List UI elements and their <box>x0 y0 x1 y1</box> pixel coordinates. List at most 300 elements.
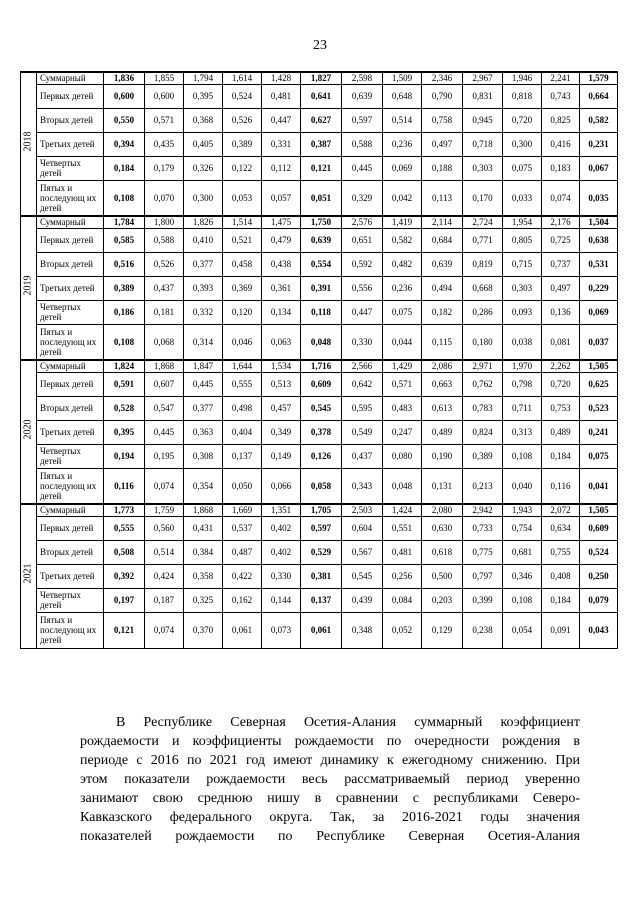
value-cell: 0,250 <box>580 564 618 588</box>
value-cell: 0,487 <box>223 540 262 564</box>
value-cell: 0,395 <box>184 84 223 108</box>
value-cell: 0,648 <box>383 84 422 108</box>
value-cell: 0,179 <box>145 156 184 180</box>
value-cell: 0,369 <box>223 276 262 300</box>
value-cell: 0,329 <box>342 180 383 216</box>
value-cell: 0,121 <box>301 156 342 180</box>
value-cell: 0,129 <box>422 612 463 648</box>
value-cell: 0,588 <box>342 132 383 156</box>
value-cell: 0,526 <box>223 108 262 132</box>
row-label: Первых детей <box>37 84 104 108</box>
value-cell: 0,108 <box>503 444 542 468</box>
value-cell: 0,314 <box>184 324 223 360</box>
value-cell: 0,395 <box>104 420 145 444</box>
value-cell: 0,122 <box>223 156 262 180</box>
value-cell: 0,481 <box>262 84 301 108</box>
value-cell: 0,609 <box>301 372 342 396</box>
value-cell: 0,818 <box>503 84 542 108</box>
value-cell: 0,184 <box>542 588 580 612</box>
value-cell: 0,684 <box>422 228 463 252</box>
value-cell: 0,604 <box>342 516 383 540</box>
value-cell: 0,549 <box>342 420 383 444</box>
value-cell: 0,052 <box>383 612 422 648</box>
value-cell: 0,497 <box>422 132 463 156</box>
value-cell: 0,392 <box>104 564 145 588</box>
value-cell: 0,118 <box>301 300 342 324</box>
value-cell: 2,566 <box>342 360 383 372</box>
value-cell: 0,393 <box>184 276 223 300</box>
value-cell: 0,241 <box>580 420 618 444</box>
value-cell: 0,051 <box>301 180 342 216</box>
paragraph-line: Кавказского федерального округа. Так, за 2016-2021 годы значения <box>80 810 580 825</box>
value-cell: 0,069 <box>383 156 422 180</box>
value-cell: 0,079 <box>580 588 618 612</box>
value-cell: 0,184 <box>104 156 145 180</box>
value-cell: 0,725 <box>542 228 580 252</box>
value-cell: 0,391 <box>301 276 342 300</box>
value-cell: 0,554 <box>301 252 342 276</box>
value-cell: 0,945 <box>463 108 503 132</box>
value-cell: 0,313 <box>503 420 542 444</box>
value-cell: 0,516 <box>104 252 145 276</box>
value-cell: 2,072 <box>542 504 580 516</box>
table-row <box>21 612 618 648</box>
value-cell: 0,498 <box>223 396 262 420</box>
value-cell: 0,203 <box>422 588 463 612</box>
value-cell: 0,349 <box>262 420 301 444</box>
value-cell: 0,825 <box>542 108 580 132</box>
value-cell: 0,378 <box>301 420 342 444</box>
value-cell: 0,044 <box>383 324 422 360</box>
value-cell: 0,445 <box>145 420 184 444</box>
value-cell: 0,361 <box>262 276 301 300</box>
value-cell: 1,970 <box>503 360 542 372</box>
table-row <box>21 300 618 324</box>
value-cell: 0,479 <box>262 228 301 252</box>
value-cell: 1,826 <box>184 216 223 228</box>
value-cell: 0,481 <box>383 540 422 564</box>
value-cell: 0,074 <box>145 612 184 648</box>
value-cell: 0,438 <box>262 252 301 276</box>
table-row <box>21 228 618 252</box>
value-cell: 0,555 <box>104 516 145 540</box>
value-cell: 0,325 <box>184 588 223 612</box>
value-cell: 0,681 <box>503 540 542 564</box>
value-cell: 1,428 <box>262 72 301 84</box>
value-cell: 0,389 <box>463 444 503 468</box>
value-cell: 0,588 <box>145 228 184 252</box>
value-cell: 1,579 <box>580 72 618 84</box>
value-cell: 1,824 <box>104 360 145 372</box>
value-cell: 0,514 <box>145 540 184 564</box>
value-cell: 1,429 <box>383 360 422 372</box>
value-cell: 0,497 <box>542 276 580 300</box>
value-cell: 0,061 <box>301 612 342 648</box>
value-cell: 0,630 <box>422 516 463 540</box>
value-cell: 2,241 <box>542 72 580 84</box>
row-label: Первых детей <box>37 228 104 252</box>
value-cell: 1,836 <box>104 72 145 84</box>
year-label: 2021 <box>22 563 34 584</box>
table-row <box>21 84 618 108</box>
value-cell: 0,618 <box>422 540 463 564</box>
value-cell: 0,070 <box>145 180 184 216</box>
value-cell: 1,351 <box>262 504 301 516</box>
value-cell: 0,445 <box>342 156 383 180</box>
value-cell: 1,669 <box>223 504 262 516</box>
value-cell: 0,482 <box>383 252 422 276</box>
value-cell: 0,061 <box>223 612 262 648</box>
value-cell: 1,954 <box>503 216 542 228</box>
value-cell: 0,762 <box>463 372 503 396</box>
value-cell: 0,567 <box>342 540 383 564</box>
value-cell: 0,330 <box>262 564 301 588</box>
value-cell: 0,494 <box>422 276 463 300</box>
value-cell: 0,483 <box>383 396 422 420</box>
value-cell: 0,399 <box>463 588 503 612</box>
value-cell: 1,759 <box>145 504 184 516</box>
value-cell: 2,503 <box>342 504 383 516</box>
table-row <box>21 156 618 180</box>
value-cell: 0,625 <box>580 372 618 396</box>
value-cell: 0,585 <box>104 228 145 252</box>
value-cell: 0,758 <box>422 108 463 132</box>
value-cell: 0,607 <box>145 372 184 396</box>
value-cell: 0,639 <box>301 228 342 252</box>
value-cell: 0,182 <box>422 300 463 324</box>
value-cell: 1,943 <box>503 504 542 516</box>
value-cell: 0,121 <box>104 612 145 648</box>
value-cell: 1,946 <box>503 72 542 84</box>
value-cell: 0,508 <box>104 540 145 564</box>
value-cell: 0,075 <box>503 156 542 180</box>
value-cell: 2,576 <box>342 216 383 228</box>
value-cell: 0,331 <box>262 132 301 156</box>
value-cell: 0,422 <box>223 564 262 588</box>
value-cell: 0,404 <box>223 420 262 444</box>
value-cell: 0,743 <box>542 84 580 108</box>
value-cell: 0,571 <box>145 108 184 132</box>
value-cell: 0,551 <box>383 516 422 540</box>
value-cell: 0,042 <box>383 180 422 216</box>
value-cell: 0,137 <box>301 588 342 612</box>
value-cell: 1,868 <box>184 504 223 516</box>
table-row <box>21 516 618 540</box>
row-label: Суммарный <box>37 360 104 372</box>
value-cell: 0,041 <box>580 468 618 504</box>
value-cell: 0,664 <box>580 84 618 108</box>
paragraph-line: показателей рождаемости по Республике Северная Осетия-Алания <box>80 829 580 844</box>
value-cell: 0,389 <box>223 132 262 156</box>
value-cell: 0,035 <box>580 180 618 216</box>
value-cell: 0,531 <box>580 252 618 276</box>
value-cell: 1,784 <box>104 216 145 228</box>
row-label: Пятых и последующ их детей <box>37 324 104 360</box>
value-cell: 1,614 <box>223 72 262 84</box>
value-cell: 0,057 <box>262 180 301 216</box>
value-cell: 0,783 <box>463 396 503 420</box>
paragraph-line: рождаемости и коэффициенты рождаемости по очередности рождения в <box>80 734 580 749</box>
value-cell: 0,050 <box>223 468 262 504</box>
row-label: Четвертых детей <box>37 588 104 612</box>
value-cell: 0,819 <box>463 252 503 276</box>
value-cell: 0,595 <box>342 396 383 420</box>
table-row <box>21 132 618 156</box>
value-cell: 0,074 <box>145 468 184 504</box>
value-cell: 1,505 <box>580 504 618 516</box>
value-cell: 0,180 <box>463 324 503 360</box>
page-number: 23 <box>313 38 327 53</box>
value-cell: 0,136 <box>542 300 580 324</box>
value-cell: 1,716 <box>301 360 342 372</box>
value-cell: 0,137 <box>223 444 262 468</box>
value-cell: 0,116 <box>542 468 580 504</box>
value-cell: 1,424 <box>383 504 422 516</box>
year-cell <box>21 216 37 360</box>
value-cell: 0,524 <box>580 540 618 564</box>
value-cell: 0,067 <box>580 156 618 180</box>
value-cell: 0,600 <box>145 84 184 108</box>
year-cell <box>21 360 37 504</box>
value-cell: 0,053 <box>223 180 262 216</box>
row-label: Вторых детей <box>37 396 104 420</box>
value-cell: 1,750 <box>301 216 342 228</box>
value-cell: 1,800 <box>145 216 184 228</box>
table-row <box>21 468 618 504</box>
value-cell: 0,775 <box>463 540 503 564</box>
value-cell: 0,831 <box>463 84 503 108</box>
value-cell: 0,144 <box>262 588 301 612</box>
value-cell: 0,613 <box>422 396 463 420</box>
value-cell: 0,080 <box>383 444 422 468</box>
value-cell: 0,555 <box>223 372 262 396</box>
value-cell: 0,547 <box>145 396 184 420</box>
value-cell: 0,737 <box>542 252 580 276</box>
value-cell: 0,715 <box>503 252 542 276</box>
value-cell: 0,348 <box>342 612 383 648</box>
value-cell: 2,967 <box>463 72 503 84</box>
value-cell: 0,231 <box>580 132 618 156</box>
value-cell: 0,213 <box>463 468 503 504</box>
value-cell: 0,424 <box>145 564 184 588</box>
value-cell: 0,183 <box>542 156 580 180</box>
value-cell: 0,043 <box>580 612 618 648</box>
paragraph-line: занимают свою среднюю нишу в сравнении с республиками Северо- <box>80 791 580 806</box>
value-cell: 0,108 <box>104 324 145 360</box>
value-cell: 0,326 <box>184 156 223 180</box>
value-cell: 0,437 <box>145 276 184 300</box>
year-label: 2018 <box>22 131 34 152</box>
value-cell: 0,639 <box>342 84 383 108</box>
value-cell: 0,300 <box>503 132 542 156</box>
value-cell: 0,033 <box>503 180 542 216</box>
value-cell: 0,134 <box>262 300 301 324</box>
year-label: 2019 <box>22 275 34 296</box>
value-cell: 0,797 <box>463 564 503 588</box>
value-cell: 0,582 <box>580 108 618 132</box>
value-cell: 0,195 <box>145 444 184 468</box>
value-cell: 2,086 <box>422 360 463 372</box>
value-cell: 0,184 <box>542 444 580 468</box>
value-cell: 0,037 <box>580 324 618 360</box>
value-cell: 2,080 <box>422 504 463 516</box>
value-cell: 0,720 <box>542 372 580 396</box>
value-cell: 1,868 <box>145 360 184 372</box>
value-cell: 2,724 <box>463 216 503 228</box>
row-label: Первых детей <box>37 372 104 396</box>
value-cell: 0,445 <box>184 372 223 396</box>
value-cell: 0,075 <box>580 444 618 468</box>
value-cell: 0,641 <box>301 84 342 108</box>
value-cell: 0,120 <box>223 300 262 324</box>
table-row <box>21 396 618 420</box>
value-cell: 0,416 <box>542 132 580 156</box>
value-cell: 0,394 <box>104 132 145 156</box>
year-cell <box>21 72 37 216</box>
value-cell: 0,343 <box>342 468 383 504</box>
value-cell: 1,534 <box>262 360 301 372</box>
value-cell: 0,634 <box>542 516 580 540</box>
value-cell: 0,308 <box>184 444 223 468</box>
table-row <box>21 540 618 564</box>
value-cell: 0,303 <box>503 276 542 300</box>
value-cell: 0,131 <box>422 468 463 504</box>
value-cell: 0,188 <box>422 156 463 180</box>
value-cell: 0,073 <box>262 612 301 648</box>
value-cell: 0,597 <box>342 108 383 132</box>
table-row <box>21 444 618 468</box>
value-cell: 0,256 <box>383 564 422 588</box>
value-cell: 0,389 <box>104 276 145 300</box>
value-cell: 0,377 <box>184 252 223 276</box>
value-cell: 0,381 <box>301 564 342 588</box>
value-cell: 0,489 <box>422 420 463 444</box>
value-cell: 1,827 <box>301 72 342 84</box>
value-cell: 0,720 <box>503 108 542 132</box>
table-row <box>21 108 618 132</box>
value-cell: 0,537 <box>223 516 262 540</box>
value-cell: 0,528 <box>104 396 145 420</box>
value-cell: 1,847 <box>184 360 223 372</box>
value-cell: 0,457 <box>262 396 301 420</box>
value-cell: 0,435 <box>145 132 184 156</box>
table-row <box>21 360 618 372</box>
table-row <box>21 72 618 84</box>
value-cell: 1,644 <box>223 360 262 372</box>
value-cell: 0,113 <box>422 180 463 216</box>
value-cell: 0,332 <box>184 300 223 324</box>
table-row <box>21 564 618 588</box>
paragraph-line: этом показатели рождаемости весь рассматриваемый период уверенно <box>80 772 580 787</box>
value-cell: 0,597 <box>301 516 342 540</box>
year-cell <box>21 504 37 648</box>
value-cell: 0,805 <box>503 228 542 252</box>
year-label: 2020 <box>22 419 34 440</box>
value-cell: 0,187 <box>145 588 184 612</box>
value-cell: 2,114 <box>422 216 463 228</box>
value-cell: 0,048 <box>301 324 342 360</box>
value-cell: 0,550 <box>104 108 145 132</box>
value-cell: 0,075 <box>383 300 422 324</box>
value-cell: 0,592 <box>342 252 383 276</box>
value-cell: 0,824 <box>463 420 503 444</box>
table-row <box>21 588 618 612</box>
value-cell: 2,971 <box>463 360 503 372</box>
value-cell: 0,545 <box>301 396 342 420</box>
value-cell: 0,197 <box>104 588 145 612</box>
value-cell: 0,066 <box>262 468 301 504</box>
value-cell: 0,402 <box>262 540 301 564</box>
value-cell: 0,112 <box>262 156 301 180</box>
value-cell: 0,387 <box>301 132 342 156</box>
row-label: Суммарный <box>37 504 104 516</box>
table-row <box>21 504 618 516</box>
table-row <box>21 372 618 396</box>
row-label: Третьих детей <box>37 132 104 156</box>
value-cell: 0,638 <box>580 228 618 252</box>
table-row <box>21 276 618 300</box>
value-cell: 0,500 <box>422 564 463 588</box>
value-cell: 0,074 <box>542 180 580 216</box>
value-cell: 1,794 <box>184 72 223 84</box>
row-label: Пятых и последующ их детей <box>37 612 104 648</box>
value-cell: 0,571 <box>383 372 422 396</box>
value-cell: 1,475 <box>262 216 301 228</box>
row-label: Пятых и последующ их детей <box>37 468 104 504</box>
value-cell: 0,186 <box>104 300 145 324</box>
value-cell: 1,855 <box>145 72 184 84</box>
table-row <box>21 324 618 360</box>
value-cell: 0,627 <box>301 108 342 132</box>
value-cell: 0,126 <box>301 444 342 468</box>
value-cell: 0,048 <box>383 468 422 504</box>
value-cell: 0,609 <box>580 516 618 540</box>
value-cell: 0,190 <box>422 444 463 468</box>
value-cell: 0,489 <box>542 420 580 444</box>
value-cell: 0,526 <box>145 252 184 276</box>
value-cell: 0,642 <box>342 372 383 396</box>
value-cell: 0,303 <box>463 156 503 180</box>
value-cell: 0,040 <box>503 468 542 504</box>
value-cell: 0,408 <box>542 564 580 588</box>
value-cell: 0,437 <box>342 444 383 468</box>
value-cell: 1,773 <box>104 504 145 516</box>
value-cell: 0,069 <box>580 300 618 324</box>
value-cell: 0,754 <box>503 516 542 540</box>
value-cell: 1,504 <box>580 216 618 228</box>
row-label: Суммарный <box>37 72 104 84</box>
value-cell: 0,116 <box>104 468 145 504</box>
value-cell: 0,038 <box>503 324 542 360</box>
value-cell: 0,771 <box>463 228 503 252</box>
value-cell: 0,733 <box>463 516 503 540</box>
value-cell: 0,447 <box>262 108 301 132</box>
value-cell: 0,091 <box>542 612 580 648</box>
value-cell: 0,084 <box>383 588 422 612</box>
row-label: Вторых детей <box>37 540 104 564</box>
paragraph-line: периоде с 2016 по 2021 год имеют динамику к ежегодному снижению. При <box>80 753 580 768</box>
value-cell: 0,529 <box>301 540 342 564</box>
table-row <box>21 216 618 228</box>
row-label: Первых детей <box>37 516 104 540</box>
value-cell: 0,560 <box>145 516 184 540</box>
row-label: Четвертых детей <box>37 444 104 468</box>
value-cell: 0,651 <box>342 228 383 252</box>
value-cell: 0,447 <box>342 300 383 324</box>
value-cell: 0,054 <box>503 612 542 648</box>
value-cell: 0,405 <box>184 132 223 156</box>
value-cell: 0,068 <box>145 324 184 360</box>
